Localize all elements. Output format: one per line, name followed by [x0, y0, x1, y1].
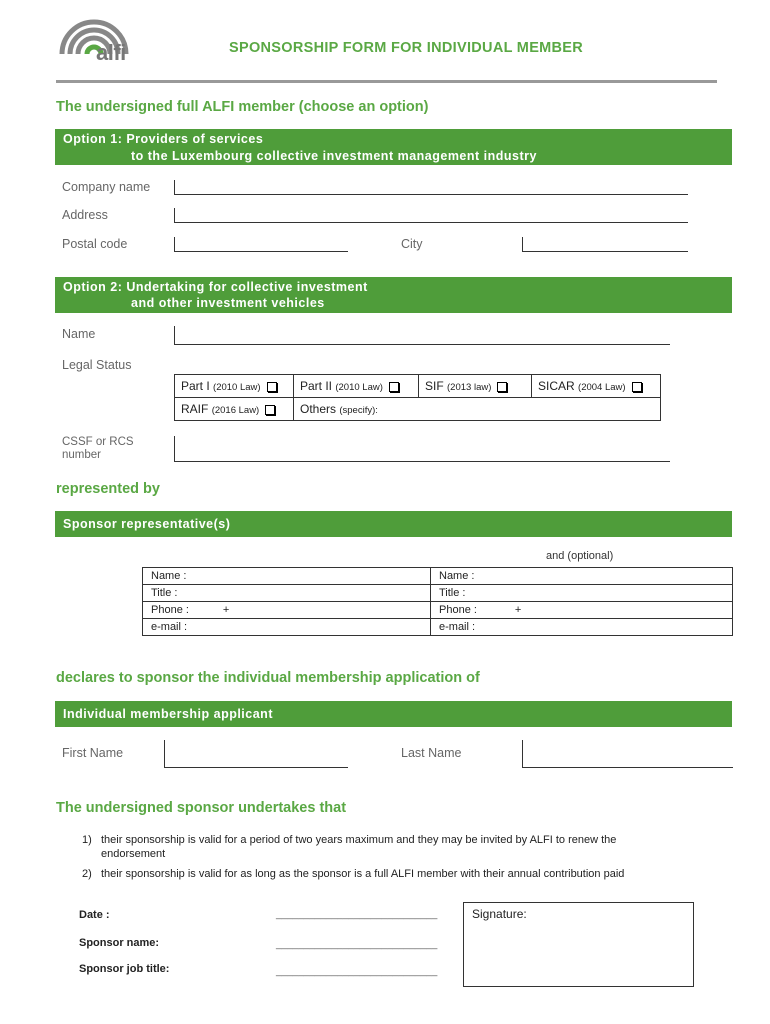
phone-plus: + [222, 604, 230, 616]
field-label: Name : [439, 570, 475, 582]
legal-option-part2[interactable] [294, 375, 419, 398]
item-number: 2) [82, 868, 92, 880]
header-divider [56, 80, 717, 83]
field-label: Title : [151, 587, 178, 599]
option-name: Part II [300, 379, 333, 393]
first-name-field[interactable] [164, 767, 348, 768]
option-law: (2010 Law) [213, 382, 261, 393]
field-label: Phone : [439, 604, 477, 616]
applicant-bar: Individual membership applicant [55, 701, 732, 727]
signature-box[interactable] [463, 902, 694, 987]
option1-title: Option 1: Providers of services [63, 132, 264, 146]
cssf-label-line2: number [62, 449, 101, 461]
field-label: Phone : [151, 604, 189, 616]
field-tick [174, 436, 175, 462]
field-tick [174, 208, 175, 223]
legal-option-part1[interactable] [175, 375, 294, 398]
sponsor-representative-table [142, 567, 733, 636]
item-number: 1) [82, 834, 92, 846]
postal-code-field[interactable] [174, 251, 348, 252]
rep1-email-field[interactable] [143, 619, 431, 636]
undertaking-item-2 [82, 868, 732, 880]
section-heading-represented: represented by [56, 481, 160, 497]
logo-text: alfi [96, 40, 126, 65]
option-law: (2010 Law) [335, 382, 383, 393]
cssf-number-field[interactable] [174, 461, 670, 462]
option-law: (2004 Law) [578, 382, 626, 393]
date-label: Date : [79, 909, 110, 921]
legal-status-table [174, 374, 661, 421]
option1-subtitle: to the Luxembourg collective investment management industry [131, 149, 537, 163]
legal-status-label: Legal Status [62, 358, 132, 372]
sponsor-job-title-field[interactable]: _____________________________ [276, 966, 438, 977]
option-name: Part I [181, 379, 210, 393]
item-text-line2: endorsement [101, 848, 166, 860]
cssf-label-line1: CSSF or RCS [62, 436, 134, 448]
first-name-label: First Name [62, 746, 124, 760]
legal-option-sif[interactable] [419, 375, 532, 398]
section-heading-undertakes: The undersigned sponsor undertakes that [56, 800, 347, 816]
section-heading-declares: declares to sponsor the individual membership application of [56, 670, 480, 686]
checkbox-icon[interactable] [389, 382, 399, 392]
option-law: (2016 Law) [211, 405, 260, 416]
name-label: Name [62, 327, 96, 341]
last-name-field[interactable] [522, 767, 733, 768]
address-field[interactable] [174, 222, 688, 223]
option-name: Others [300, 402, 337, 416]
city-label: City [401, 237, 423, 251]
legal-option-raif[interactable] [175, 398, 294, 421]
option-name: RAIF [181, 402, 209, 416]
undertaking-item-1 [82, 833, 732, 861]
option2-title: Option 2: Undertaking for collective investment [63, 280, 368, 294]
checkbox-icon[interactable] [632, 382, 642, 392]
rep1-name-field[interactable] [143, 568, 431, 585]
checkbox-icon[interactable] [265, 405, 275, 415]
option2-bar [55, 277, 732, 313]
option2-subtitle: and other investment vehicles [131, 296, 325, 310]
address-label: Address [62, 208, 108, 222]
field-tick [174, 326, 175, 345]
alfi-logo [56, 10, 132, 70]
checkbox-icon[interactable] [267, 382, 277, 392]
phone-plus: + [514, 604, 522, 616]
date-field[interactable]: _____________________________ [276, 909, 438, 920]
field-label: Name : [151, 570, 187, 582]
rep2-email-field[interactable] [431, 619, 733, 636]
field-label: e-mail : [439, 621, 476, 633]
rep2-title-field[interactable] [431, 585, 733, 602]
page-title: SPONSORSHIP FORM FOR INDIVIDUAL MEMBER [229, 40, 584, 56]
item-text-line1: their sponsorship is valid for a period of two years maximum and they may be invited by ALFI to renew the [101, 834, 617, 846]
sponsor-representative-bar: Sponsor representative(s) [55, 511, 732, 537]
field-tick [164, 740, 165, 768]
legal-option-others[interactable] [294, 398, 661, 421]
signature-label: Signature: [472, 907, 527, 921]
field-tick [174, 180, 175, 195]
item-text: their sponsorship is valid for as long as the sponsor is a full ALFI member with their annual contribution paid [101, 868, 625, 880]
sponsor-job-title-label: Sponsor job title: [79, 963, 170, 975]
optional-note: and (optional) [546, 550, 614, 562]
name-field[interactable] [174, 344, 670, 345]
sponsor-name-field[interactable]: _____________________________ [276, 939, 438, 950]
rep1-title-field[interactable] [143, 585, 431, 602]
field-label: e-mail : [151, 621, 188, 633]
rep1-phone-field[interactable] [143, 602, 431, 619]
option-name: SIF [425, 379, 444, 393]
section-heading-undersigned: The undersigned full ALFI member (choose an option) [56, 99, 429, 115]
last-name-label: Last Name [401, 746, 462, 760]
option-name: SICAR [538, 379, 575, 393]
option-law: (specify): [339, 405, 378, 416]
city-field[interactable] [522, 251, 688, 252]
field-tick [522, 237, 523, 252]
sponsor-name-label: Sponsor name: [79, 937, 160, 949]
rep2-name-field[interactable] [431, 568, 733, 585]
field-tick [174, 237, 175, 252]
option1-bar [55, 129, 732, 165]
checkbox-icon[interactable] [497, 382, 507, 392]
rep2-phone-field[interactable] [431, 602, 733, 619]
field-label: Title : [439, 587, 466, 599]
field-tick [522, 740, 523, 768]
postal-code-label: Postal code [62, 237, 128, 251]
legal-option-sicar[interactable] [532, 375, 661, 398]
company-name-field[interactable] [174, 194, 688, 195]
option-law: (2013 law) [447, 382, 492, 393]
cssf-label [62, 436, 134, 462]
company-name-label: Company name [62, 180, 151, 194]
